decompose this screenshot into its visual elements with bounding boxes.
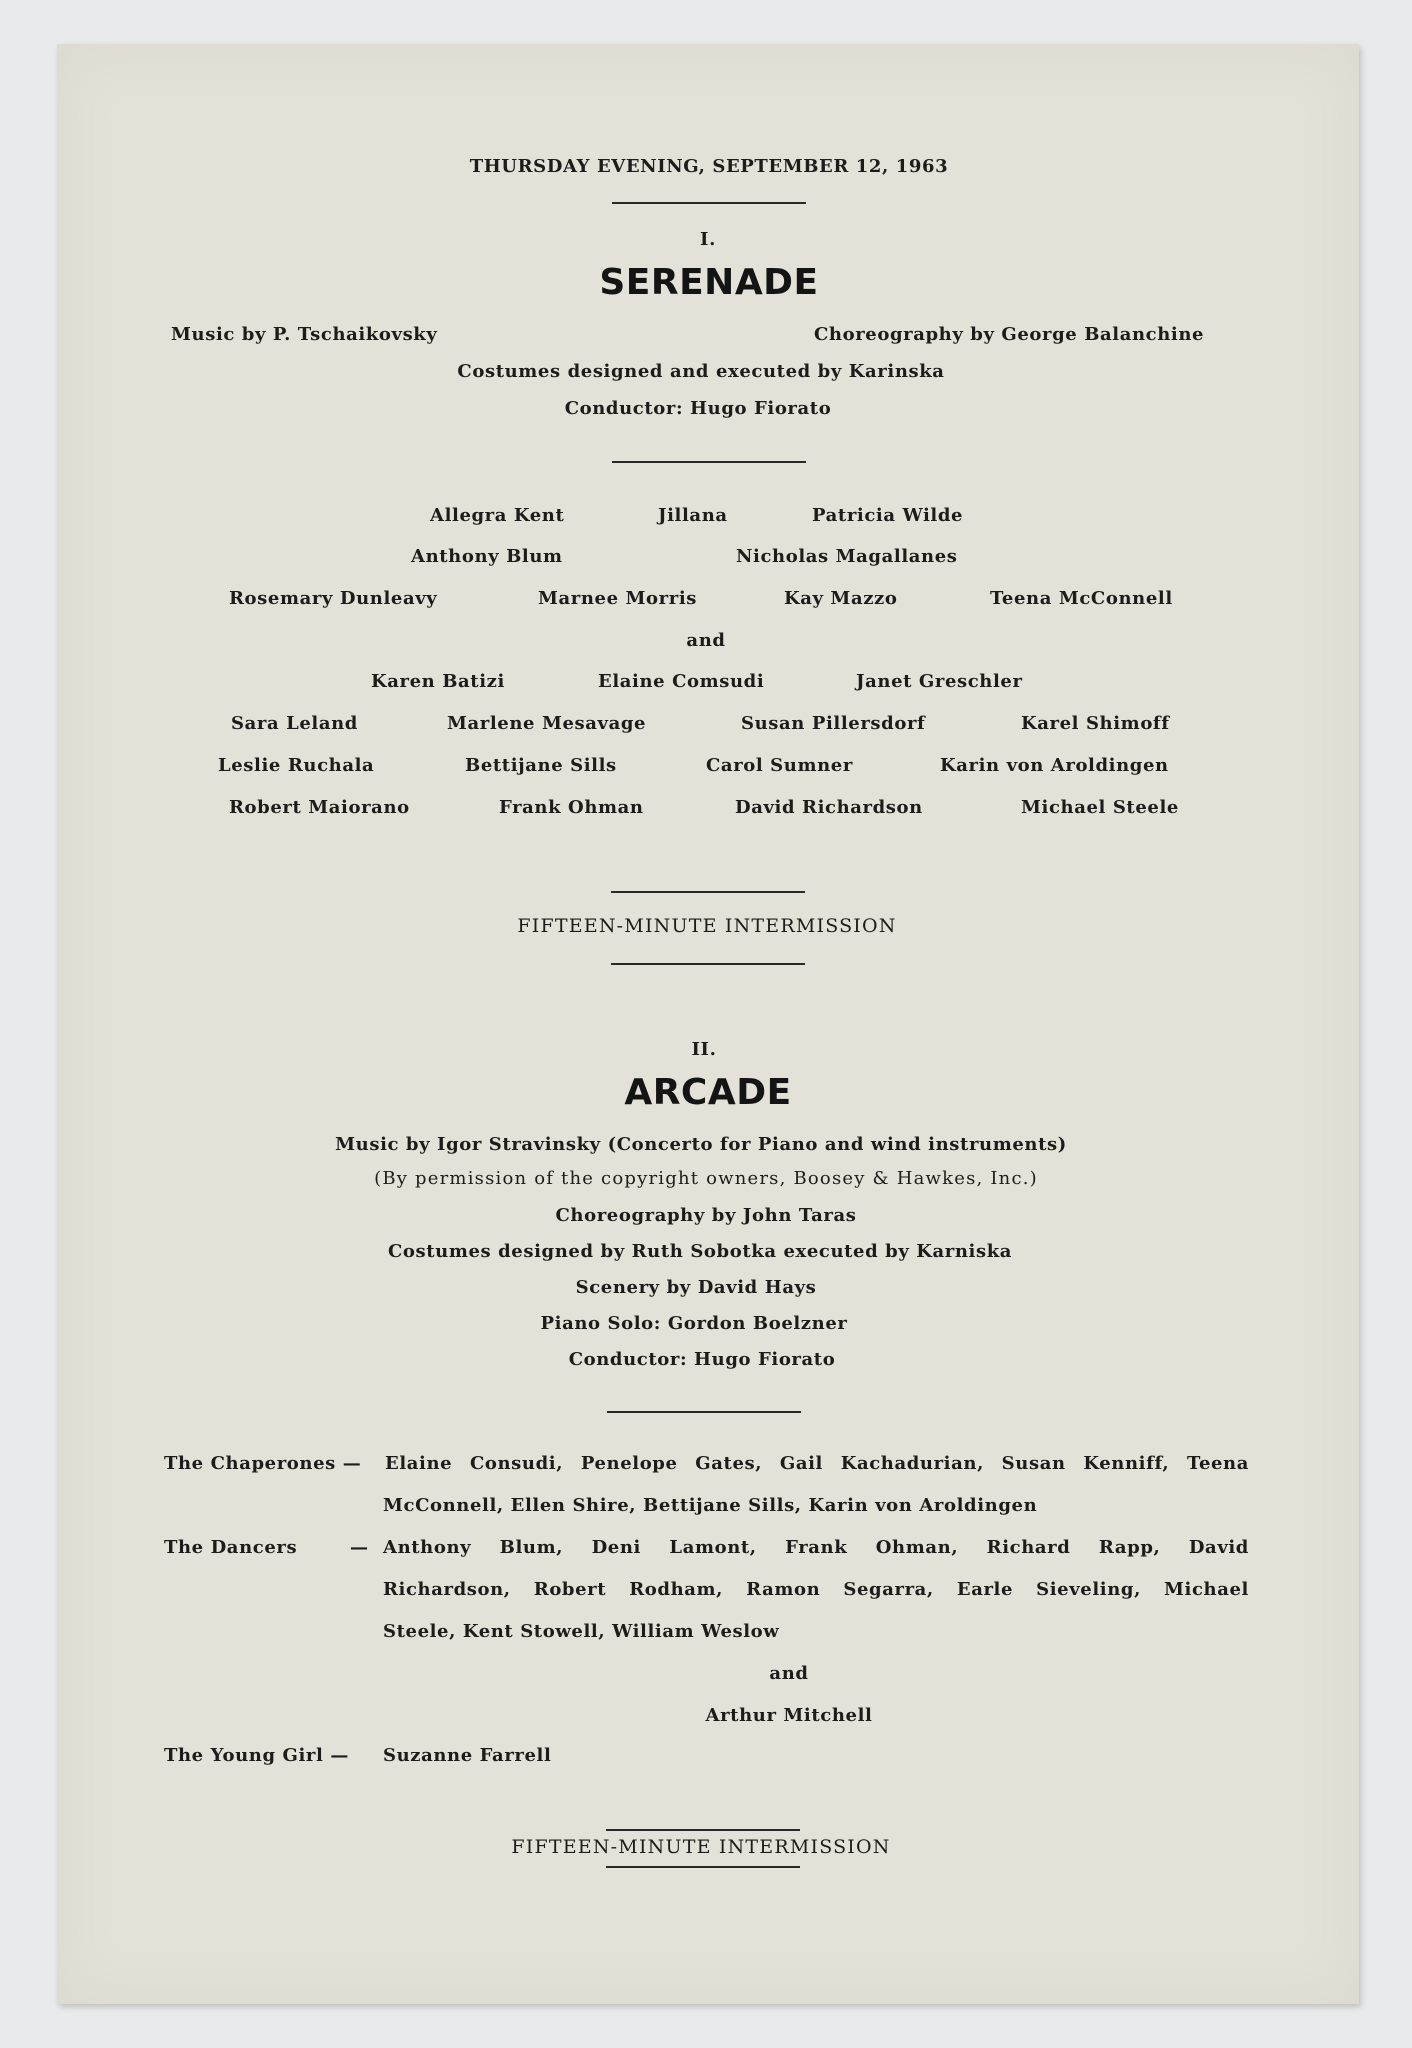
cast-name: David Richardson: [735, 797, 923, 818]
role-cast: Steele, Kent Stowell, William Weslow: [383, 1621, 780, 1642]
costumes-credit: Costumes designed and executed by Karinska: [457, 361, 945, 382]
choreography-credit: Choreography by John Taras: [555, 1205, 857, 1226]
cast-name: Karin von Aroldingen: [940, 755, 1169, 776]
cast-name: Michael Steele: [1021, 797, 1179, 818]
intermission-notice: FIFTEEN-MINUTE INTERMISSION: [511, 1836, 891, 1858]
cast-name: Frank Ohman: [499, 797, 644, 818]
cast-name: Janet Greschler: [856, 671, 1023, 692]
part-numeral: I.: [700, 229, 716, 250]
cast-name: Marnee Morris: [538, 588, 697, 609]
divider: [606, 1829, 800, 1831]
cast-name: Anthony Blum: [411, 546, 563, 567]
and-connector: and: [686, 630, 726, 651]
cast-name: Susan Pillersdorf: [741, 713, 926, 734]
music-credit: Music by P. Tschaikovsky: [171, 324, 438, 345]
divider: [612, 202, 806, 204]
cast-name: Rosemary Dunleavy: [229, 588, 438, 609]
and-connector: and: [769, 1663, 809, 1684]
dash: —: [350, 1537, 369, 1558]
role-label: The Dancers: [164, 1537, 298, 1558]
cast-name: Teena McConnell: [990, 588, 1173, 609]
role-cast: Richardson, Robert Rodham, Ramon Segarra, Earle Sieveling, Michael: [383, 1579, 1249, 1600]
date-line: THURSDAY EVENING, SEPTEMBER 12, 1963: [469, 156, 949, 177]
ballet-title: SERENADE: [599, 262, 819, 303]
choreography-credit: Choreography by George Balanchine: [814, 324, 1205, 345]
cast-name: Karel Shimoff: [1021, 713, 1170, 734]
role-cast: Anthony Blum, Deni Lamont, Frank Ohman, Richard Rapp, David: [383, 1537, 1249, 1558]
scenery-credit: Scenery by David Hays: [575, 1277, 817, 1298]
music-credit: Music by Igor Stravinsky (Concerto for Piano and wind instruments): [335, 1134, 1067, 1155]
divider: [612, 461, 806, 463]
costumes-credit: Costumes designed by Ruth Sobotka executed by Karniska: [387, 1241, 1013, 1262]
divider: [611, 963, 805, 965]
cast-name: Bettijane Sills: [465, 755, 617, 776]
cast-name: Leslie Ruchala: [218, 755, 375, 776]
cast-name: Carol Sumner: [706, 755, 853, 776]
cast-name: Kay Mazzo: [784, 588, 898, 609]
cast-name: Nicholas Magallanes: [736, 546, 958, 567]
special-cast: Arthur Mitchell: [705, 1705, 873, 1726]
divider: [606, 1866, 800, 1868]
role-cast: Suzanne Farrell: [383, 1745, 552, 1766]
ballet-title: ARCADE: [624, 1072, 792, 1113]
cast-name: Patricia Wilde: [812, 505, 964, 526]
role-cast: Elaine Consudi, Penelope Gates, Gail Kachadurian, Susan Kenniff, Teena: [385, 1453, 1249, 1474]
role-label: The Young Girl —: [164, 1745, 349, 1766]
role-cast: McConnell, Ellen Shire, Bettijane Sills, Karin von Aroldingen: [383, 1495, 1038, 1516]
permission-note: (By permission of the copyright owners, Boosey & Hawkes, Inc.): [374, 1168, 1038, 1189]
cast-name: Karen Batizi: [371, 671, 505, 692]
part-numeral: II.: [691, 1039, 717, 1060]
divider: [611, 891, 805, 893]
conductor-credit: Conductor: Hugo Fiorato: [564, 398, 832, 419]
cast-name: Robert Maiorano: [229, 797, 410, 818]
intermission-notice: FIFTEEN-MINUTE INTERMISSION: [517, 915, 897, 937]
role-label: The Chaperones —: [164, 1453, 362, 1474]
cast-name: Elaine Comsudi: [598, 671, 765, 692]
cast-name: Jillana: [658, 505, 728, 526]
cast-name: Allegra Kent: [430, 505, 565, 526]
cast-name: Sara Leland: [231, 713, 358, 734]
divider: [607, 1411, 801, 1413]
piano-credit: Piano Solo: Gordon Boelzner: [540, 1313, 848, 1334]
conductor-credit: Conductor: Hugo Fiorato: [568, 1349, 836, 1370]
cast-name: Marlene Mesavage: [447, 713, 647, 734]
